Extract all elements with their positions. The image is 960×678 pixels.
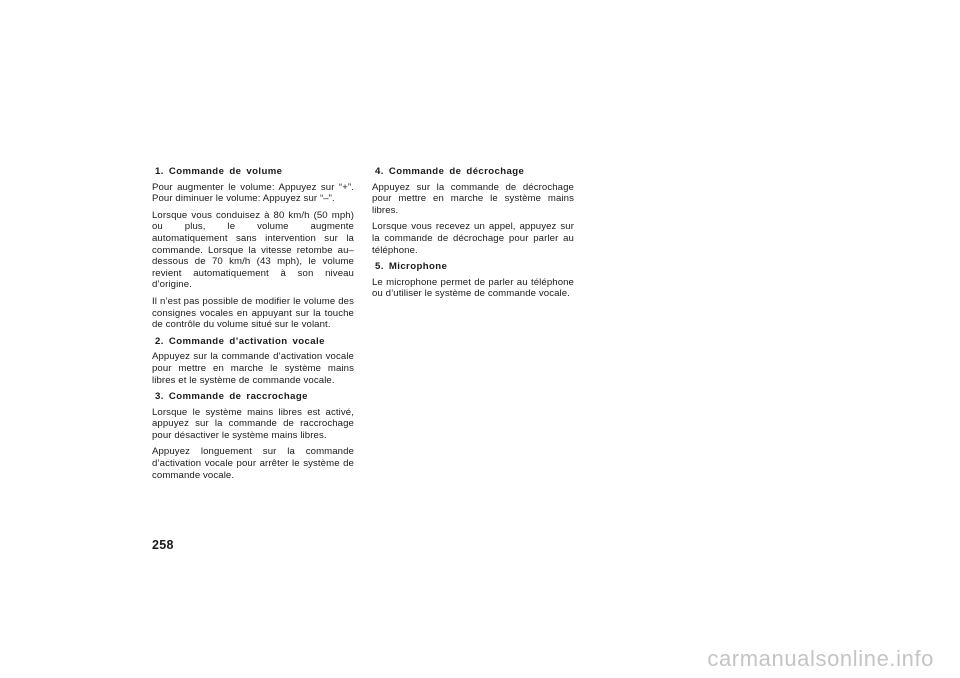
section-heading: 1. Commande de volume bbox=[155, 166, 283, 177]
section-heading: 3. Commande de raccrochage bbox=[155, 391, 308, 403]
section-voice-activation bbox=[152, 336, 354, 386]
left-column bbox=[152, 166, 354, 486]
paragraph: Lorsque vous recevez un appel, appuyez sur la commande de décrochage pour parler au téléphone. bbox=[372, 221, 574, 256]
section-hang-up bbox=[152, 391, 354, 481]
section-heading: 4. Commande de décrochage bbox=[375, 166, 525, 177]
paragraph: Lorsque vous conduisez à 80 km/h (50 mph) ou plus, le volume augmente automatiquement sans intervention sur la commande. Lorsque la vitesse retombe au–dessous de 70 km/h (43 mph), le volume revient automatiquement à son niveau d’origine. bbox=[152, 209, 354, 291]
section-volume bbox=[152, 166, 354, 331]
section-microphone bbox=[372, 261, 574, 300]
paragraph: Appuyez sur la commande de décrochage pour mettre en marche le système mains libres. bbox=[372, 181, 574, 216]
paragraph: Il n’est pas possible de modifier le volume des consignes vocales en appuyant sur la touche de contrôle du volume situé sur le volant. bbox=[152, 295, 354, 331]
paragraph: Pour augmenter le volume: Appuyez sur “+”. Pour diminuer le volume: Appuyez sur “–”. bbox=[152, 181, 354, 205]
page-number: 258 bbox=[152, 538, 174, 552]
paragraph: Appuyez longuement sur la commande d’activation vocale pour arrêter le système de commande vocale. bbox=[152, 446, 354, 481]
right-column bbox=[372, 166, 574, 305]
section-heading: 2. Commande d’activation vocale bbox=[155, 335, 325, 347]
section-heading: 5. Microphone bbox=[375, 261, 448, 273]
paragraph: Lorsque le système mains libres est activé, appuyez sur la commande de raccrochage pour désactiver le système mains libres. bbox=[152, 406, 354, 441]
paragraph: Le microphone permet de parler au téléphone ou d’utiliser le système de commande vocale. bbox=[372, 276, 574, 300]
watermark: carmanualsonline.info bbox=[707, 646, 934, 671]
section-pick-up bbox=[372, 166, 574, 256]
paragraph: Appuyez sur la commande d’activation vocale pour mettre en marche le système mains libres et le système de commande vocale. bbox=[152, 351, 354, 386]
